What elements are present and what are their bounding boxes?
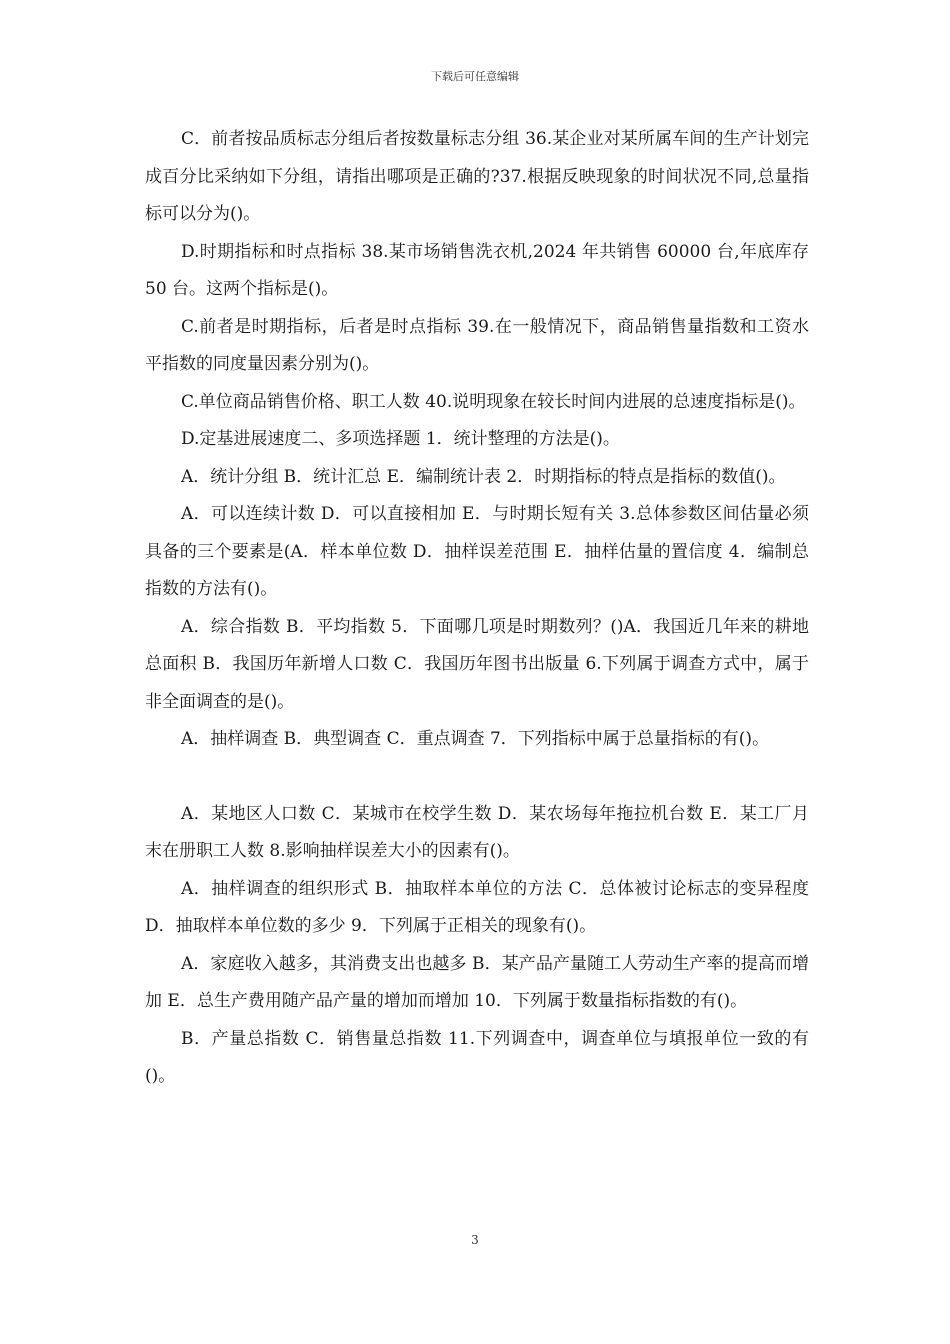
paragraph: B．产量总指数 C．销售量总指数 11.下列调查中，调查单位与填报单位一致的有()。 [145,1028,809,1086]
paragraph: D.定基进展速度二、多项选择题 1．统计整理的方法是()。 [181,429,620,449]
paragraph: A．某地区人口数 C．某城市在校学生数 D．某农场每年拖拉机台数 E．某工厂月末在册职工人数 8.影响抽样误差大小的因素有()。 [145,803,809,861]
paragraph: A．综合指数 B．平均指数 5．下面哪几项是时期数列？()A．我国近几年来的耕地总面积 B．我国历年新增人口数 C．我国历年图书出版量 6.下列属于调查方式中，属于非全面调查的是()。 [145,616,809,712]
paragraph: A．抽样调查的组织形式 B．抽取样本单位的方法 C．总体被讨论标志的变异程度 D．抽取样本单位数的多少 9．下列属于正相关的现象有()。 [145,878,809,936]
paragraph: A．家庭收入越多，其消费支出也越多 B．某产品产量随工人劳动生产率的提高而增加 E．总生产费用随产品产量的增加而增加 10．下列属于数量指标指数的有()。 [145,953,809,1011]
paragraph: C.单位商品销售价格、职工人数 40.说明现象在较长时间内进展的总速度指标是()。 [181,391,806,412]
page-number: 3 [471,1233,479,1247]
paragraph: A．可以连续计数 D．可以直接相加 E．与时期长短有关 3.总体参数区间估量必须具备的三个要素是(A．样本单位数 D．抽样误差范围 E．抽样估量的置信度 4．编制总指数的方法有()。 [145,504,809,599]
paragraph: C.前者是时期指标，后者是时点指标 39.在一般情况下，商品销售量指数和工资水平指数的同度量因素分别为()。 [145,316,809,374]
document-body [145,121,809,1096]
paragraph: A．统计分组 B．统计汇总 E．编制统计表 2．时期指标的特点是指标的数值()。 [181,466,786,487]
paragraph: D.时期指标和时点指标 38.某市场销售洗衣机,2024 年共销售 60000 台,年底库存 50 台。这两个指标是()。 [145,241,809,299]
paragraph: C．前者按品质标志分组后者按数量标志分组 36.某企业对某所属车间的生产计划完成百分比采纳如下分组，请指出哪项是正确的?37.根据反映现象的时间状况不同,总量指标可以分为()。 [145,129,809,224]
page-header: 下载后可任意编辑 [431,70,519,83]
paragraph: A．抽样调查 B．典型调查 C．重点调查 7．下列指标中属于总量指标的有()。 [181,729,770,749]
